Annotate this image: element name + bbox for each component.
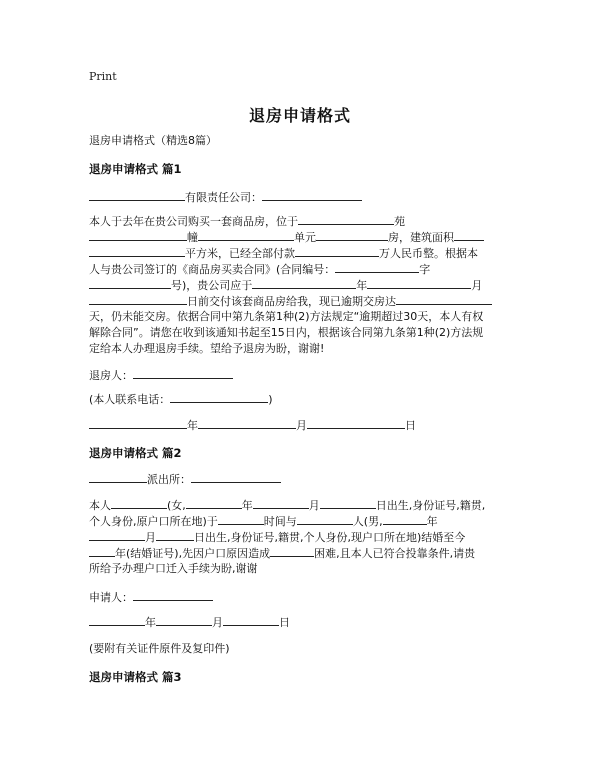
s1-line4: 平方米，已经全部付款 万人民币整。根据本 [89, 246, 478, 261]
s1-line3: 幢 单元 房，建筑面积 [89, 230, 484, 245]
s1-phone: (本人联系电话： ) [89, 393, 273, 406]
s1-line1: 有限责任公司： [89, 190, 362, 205]
s2-line4: 月 日出生,身份证号,籍贯,个人身份,现户口所在地)结婚至今 [89, 530, 465, 545]
blank-line [396, 294, 492, 305]
blank-line [89, 246, 185, 257]
blank-line [198, 418, 296, 429]
s1-line2: 本人于去年在贵公司购买一套商品房，位于 苑 [89, 215, 405, 228]
s1-line8: 天，仍未能交房。依据合同中第九条第1种(2)方法规定“逾期超过30天，本人有权 [89, 310, 484, 323]
s1-line5: 人与贵公司签订的《商品房买卖合同》(合同编号： 字 [89, 263, 431, 276]
blank-line [295, 246, 379, 257]
blank-line [156, 530, 194, 541]
blank-line [270, 546, 314, 557]
blank-line [133, 368, 233, 379]
blank-line [262, 190, 362, 201]
blank-line [383, 514, 427, 525]
section3-heading: 退房申请格式 篇3 [89, 670, 182, 684]
blank-line [316, 230, 388, 241]
blank-line [307, 418, 405, 429]
blank-line [89, 278, 171, 289]
blank-line [320, 498, 376, 509]
blank-line [198, 230, 294, 241]
blank-line [367, 278, 471, 289]
blank-line [89, 418, 187, 429]
blank-line [252, 278, 356, 289]
s1-line7: 日前交付该套商品房给我，现已逾期交房达 [89, 294, 492, 309]
s2-line3: 个人身份,原户口所在地)于 时间与 人(男, 年 [89, 515, 438, 528]
blank-line [89, 530, 145, 541]
blank-line [89, 294, 187, 305]
blank-line [89, 615, 145, 626]
blank-line [223, 615, 279, 626]
s1-line10: 定给本人办理退房手续。望给予退房为盼，谢谢! [89, 342, 325, 355]
blank-line [218, 514, 264, 525]
s1-line9: 解除合同”。请您在收到该通知书起至15日内，根据该合同第九条第1种(2)方法规 [89, 326, 484, 339]
print-label: Print [89, 70, 117, 83]
s2-note: (要附有关证件原件及复印件) [89, 642, 230, 655]
s2-date: 年 月 日 [89, 615, 290, 630]
blank-line [191, 472, 281, 483]
s2-line5: 年(结婚证号),先因户口原因造成 困难,且本人已符合投靠条件,请贵 [89, 546, 475, 561]
blank-line [89, 546, 115, 557]
blank-line [156, 615, 212, 626]
blank-line [297, 514, 353, 525]
blank-line [111, 498, 167, 509]
blank-line [253, 498, 309, 509]
blank-line [186, 498, 242, 509]
s2-applicant: 申请人： [89, 590, 213, 605]
blank-line [298, 214, 394, 225]
blank-line [89, 230, 187, 241]
blank-line [89, 472, 147, 483]
s1-date: 年 月 日 [89, 418, 416, 433]
blank-line [335, 262, 419, 273]
s2-line6: 所给予办理户口迁入手续为盼,谢谢 [89, 562, 258, 575]
page-title: 退房申请格式 [248, 106, 351, 125]
subtitle: 退房申请格式（精选8篇） [89, 134, 217, 147]
blank-line [89, 190, 185, 201]
section2-heading: 退房申请格式 篇2 [89, 446, 182, 460]
s1-applicant: 退房人： [89, 368, 233, 383]
s2-line1: 派出所： [89, 472, 281, 487]
blank-line [454, 230, 484, 241]
s1-line6: 号)，贵公司应于 年 月 [89, 278, 482, 293]
blank-line [133, 590, 213, 601]
s2-line2: 本人 (女, 年 月 日出生,身份证号,籍贯, [89, 499, 486, 512]
blank-line [170, 392, 268, 403]
section1-heading: 退房申请格式 篇1 [89, 162, 182, 176]
